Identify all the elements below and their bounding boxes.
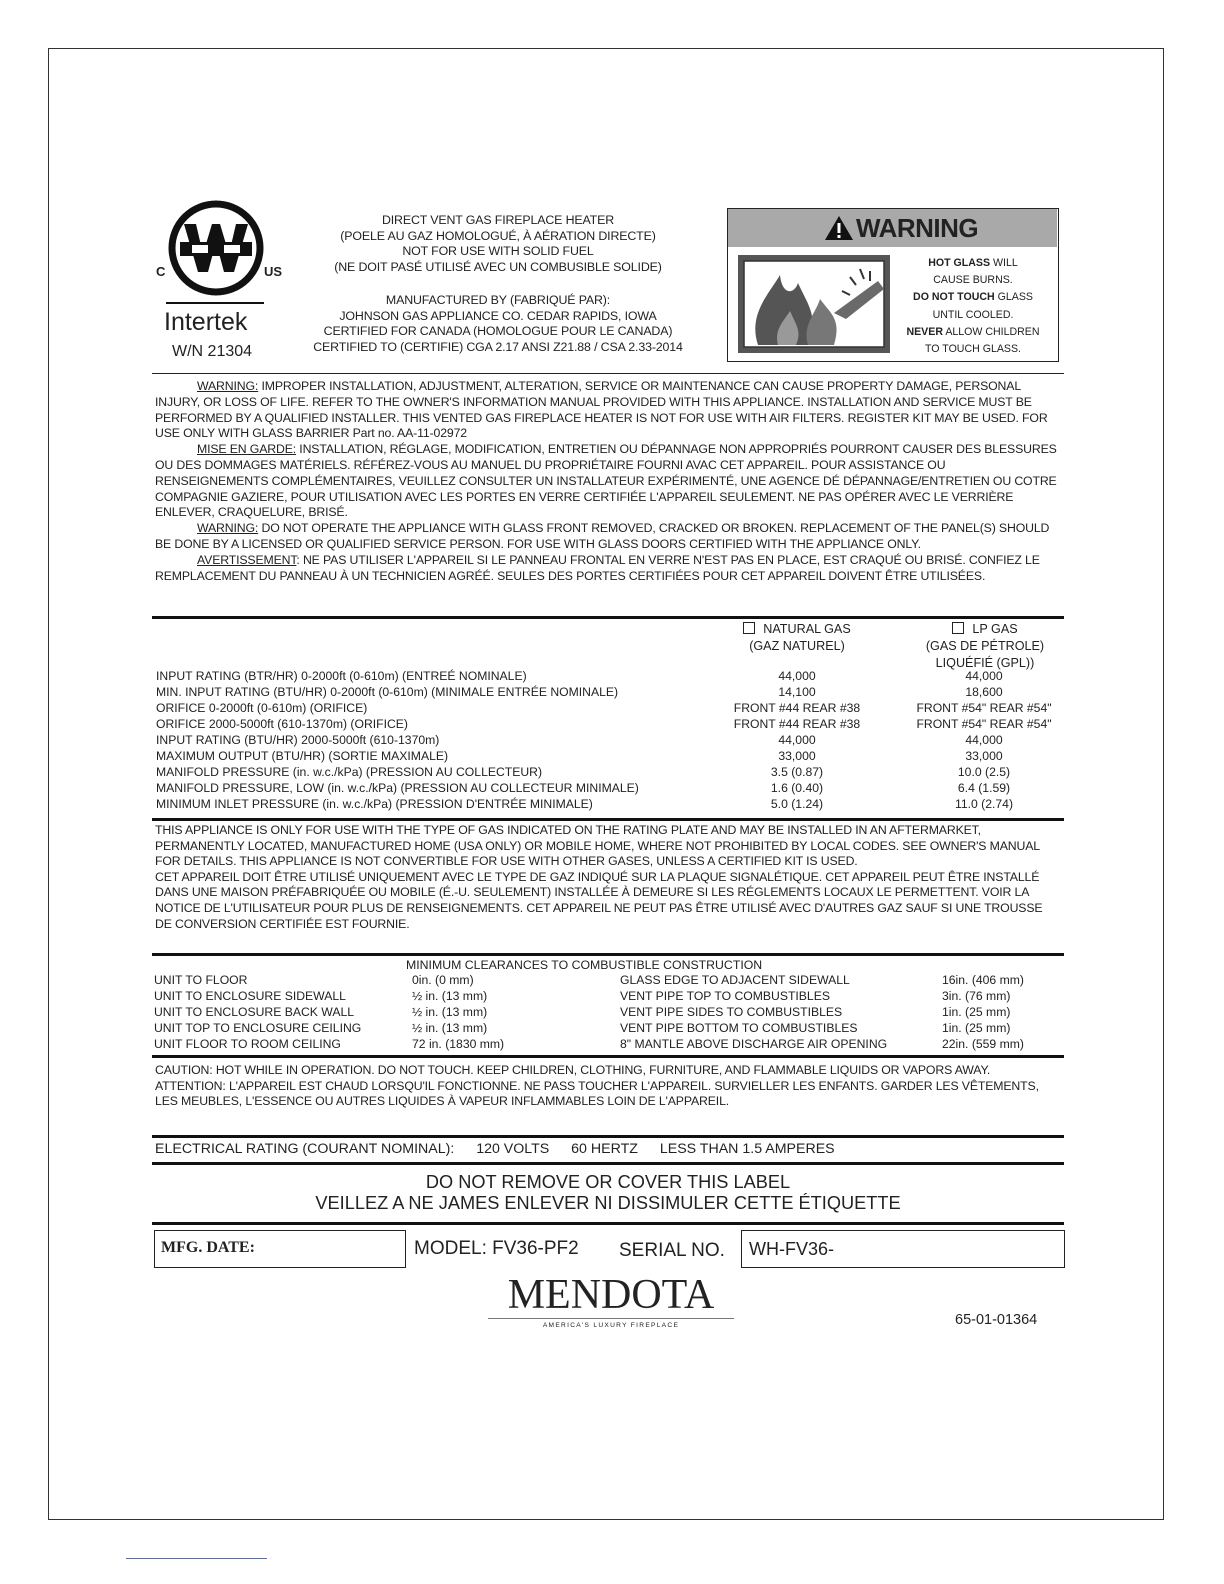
warning-line: UNTIL COOLED.: [932, 308, 1014, 321]
serial-label: SERIAL NO.: [619, 1240, 725, 1261]
lp-gas-value: FRONT #54" REAR #54": [916, 717, 1052, 731]
warning-body: IMPROPER INSTALLATION, ADJUSTMENT, ALTERATION, SERVICE OR MAINTENANCE CAN CAUSE PROPERTY DAMAGE, PERSONAL INJURY, OR LOSS OF LIFE. REFER TO THE OWNER'S INFORMATION MANUAL PROVIDED WITH THIS APPLIANCE. INSTALLATION AND SERVICE MUST BE PERFORMED BY A QUALIFIED INSTALLER. THIS VENTED GAS FIREPLACE HEATER IS NOT FOR USE WITH AIR FILTERS. REGISTER KIT MAY BE USED. FOR USE ONLY WITH GLASS BARRIER Part no. AA-11-02972: [155, 379, 1048, 441]
manufacturer-info: [278, 293, 718, 355]
electrical-rating: [155, 1141, 835, 1157]
desc-line: NOT FOR USE WITH SOLID FUEL: [402, 244, 594, 259]
warning-header: [728, 209, 1057, 247]
label-notice: [152, 1172, 1064, 1214]
natural-gas-value: 44,000: [778, 669, 816, 683]
glass-warning-paragraph: [155, 521, 1061, 553]
gas-notice-fr: CET APPAREIL DOIT ÊTRE UTILISÉ UNIQUEMENT AVEC LE TYPE DE GAZ INDIQUÉ SUR LA PLAQUE SIGNALÉTIQUE. CET APPAREIL PEUT ÊTRE INSTALLÉ DANS UNE MAISON PRÉFABRIQUÉE OU MOBILE (É.-U. SEULEMENT) INSTALLÉE À DEMEURE SI LES RÉGLEMENTS LOCAUX LE PERMETTENT. VOIR LA NOTICE DE L'UTILISATEUR POUR PLUS DE RENSEIGNEMENTS. CET APPAREIL NE PEUT PAS ÊTRE UTILISÉ AVEC D'AUTRES GAZ SAUF SI UNE TROUSSE DE CONVERSION CERTIFIÉE EST FOURNIE.: [155, 869, 1043, 931]
intertek-brand: Intertek: [164, 308, 248, 336]
c-mark: C: [156, 264, 166, 279]
never-bold: NEVER: [906, 325, 943, 338]
mfg-line: JOHNSON GAS APPLIANCE CO. CEDAR RAPIDS, IOWA: [339, 308, 657, 323]
model-number: MODEL: FV36-PF2: [414, 1238, 579, 1259]
lp-gas-label: LP GAS: [972, 622, 1018, 636]
clearances-title: MINIMUM CLEARANCES TO COMBUSTIBLE CONSTRUCTION: [406, 958, 763, 972]
rating-label: MINIMUM INLET PRESSURE (in. w.c./kPa) (PRESSION D'ENTRÉE MINIMALE): [156, 797, 593, 811]
clearance-value: 16in. (406 mm): [942, 973, 1024, 987]
warning-line: WILL: [990, 257, 1018, 269]
rating-label: ORIFICE 2000-5000ft (610-1370m) (ORIFICE): [156, 717, 408, 731]
mise-en-garde-paragraph: [155, 442, 1061, 521]
lp-gas-value: 6.4 (1.59): [957, 781, 1011, 795]
wh-certification-mark-icon: [156, 198, 296, 308]
natural-gas-value: 1.6 (0.40): [770, 781, 824, 795]
mfg-date-field[interactable]: [154, 1230, 406, 1268]
desc-line: (NE DOIT PASÉ UTILISÉ AVEC UN COMBUSIBLE SOLIDE): [334, 259, 662, 274]
mendota-tagline: AMERICA'S LUXURY FIREPLACE: [542, 1322, 680, 1329]
lp-gas-value: 33,000: [965, 749, 1003, 763]
do-not-touch-bold: DO NOT TOUCH: [913, 291, 995, 304]
clearance-label: VENT PIPE SIDES TO COMBUSTIBLES: [620, 1005, 843, 1019]
clearance-label: UNIT TO FLOOR: [154, 973, 248, 987]
clearance-label: VENT PIPE BOTTOM TO COMBUSTIBLES: [620, 1021, 858, 1035]
divider: [152, 373, 1064, 374]
natural-gas-value: 14,100: [778, 685, 816, 699]
mfg-line: MANUFACTURED BY (FABRIQUÉ PAR):: [385, 293, 611, 307]
divider: [152, 818, 1064, 821]
avertissement-paragraph: [155, 553, 1061, 585]
clearance-value: 0in. (0 mm): [412, 973, 474, 987]
divider: [152, 616, 1064, 619]
divider: [152, 1055, 1064, 1058]
caution-fr: ATTENTION: L'APPAREIL EST CHAUD LORSQU'IL FONCTIONNE. NE PASS TOUCHER L'APPAREIL. SURVIELLER LES ENFANTS. GARDER LES VÊTEMENTS, LES MEUBLES, L'ESSENCE OU AUTRES LIQUIDES À VAPEUR INFLAMMABLES LOIN DE L'APPAREIL.: [155, 1078, 1039, 1109]
label-notice-fr: VEILLEZ A NE JAMES ENLEVER NI DISSIMULER CETTE ÉTIQUETTE: [315, 1193, 901, 1213]
mise-en-garde-body: INSTALLATION, RÉGLAGE, MODIFICATION, ENTRETIEN OU DÉPANNAGE NON APPROPRIÉS POURRONT CAUSER DES BLESSURES OU DES DOMMAGES MATÉRIELS. RÉFÉREZ-VOUS AU MANUEL DU PROPRIÉTAIRE FOURNI AVAC CET APPAREIL. POUR ASSISTANCE OU RENSEIGNEMENTS COMPLÉMENTAIRES, VEUILLEZ CONSULTER UN INSTALLATEUR EXPÉRIMENTÉ, UNE AGENCE DÉ DÉPANNAGE/ENTRETIEN OU COTRE COMPAGNIE GAZIERE, POUR UTILISATION AVEC LES PORTES EN VERRE CERTIFIÉE L'APPAREIL SEULEMENT. NE PAS OPÉRER AVEC LE VERRIÈRE ENLEVER, CRAQUELURE, BRISÉ.: [155, 442, 1057, 520]
clearance-value: 1in. (25 mm): [942, 1005, 1011, 1019]
lp-gas-value: 11.0 (2.74): [954, 797, 1014, 811]
mendota-logo: [486, 1272, 736, 1329]
divider: [152, 1135, 1064, 1138]
natural-gas-label: NATURAL GAS: [763, 622, 851, 636]
hot-glass-image: [738, 255, 890, 353]
label-part-number: 65-01-01364: [955, 1312, 1038, 1328]
divider: [152, 1162, 1064, 1165]
lp-gas-header: [900, 621, 1070, 672]
clearance-value: ½ in. (13 mm): [412, 1005, 488, 1019]
clearance-value: 3in. (76 mm): [942, 989, 1011, 1003]
warning-heading: WARNING:: [197, 521, 259, 536]
rating-label: INPUT RATING (BTR/HR) 0-2000ft (0-610m) (ENTREÉ NOMINALE): [156, 669, 527, 683]
warning-line: ALLOW CHILDREN: [942, 325, 1040, 338]
rating-label: MANIFOLD PRESSURE, LOW (in. w.c./kPa) (PRESSION AU COLLECTEUR MINIMALE): [156, 781, 639, 795]
lp-gas-checkbox[interactable]: [952, 622, 964, 634]
us-mark: US: [264, 264, 283, 279]
warning-body: DO NOT OPERATE THE APPLIANCE WITH GLASS FRONT REMOVED, CRACKED OR BROKEN. REPLACEMENT OF THE PANEL(S) SHOULD BE DONE BY A LICENSED OR QUALIFIED SERVICE PERSON. FOR USE WITH GLASS DOORS CERTIFIED WITH THE APPLIANCE ONLY.: [155, 521, 1050, 551]
natural-gas-value: 44,000: [778, 733, 816, 747]
lp-gas-value: 10.0 (2.5): [957, 765, 1011, 779]
clearance-label: UNIT TO ENCLOSURE BACK WALL: [154, 1005, 355, 1019]
warning-line: CAUSE BURNS.: [933, 274, 1013, 287]
warning-triangle-icon: [824, 215, 854, 241]
warning-heading: WARNING:: [197, 379, 259, 393]
warnings-section: [155, 379, 1061, 584]
caution-notice: [155, 1063, 1061, 1110]
clearance-label: GLASS EDGE TO ADJACENT SIDEWALL: [620, 973, 850, 987]
warning-line: TO TOUCH GLASS.: [925, 343, 1021, 356]
rating-label: INPUT RATING (BTU/HR) 2000-5000ft (610-1370m): [156, 733, 440, 747]
natural-gas-checkbox[interactable]: [743, 622, 755, 634]
lp-gas-value: FRONT #54" REAR #54": [916, 701, 1052, 715]
lp-gas-value: 44,000: [965, 669, 1003, 683]
hot-glass-warning-box: [727, 208, 1059, 362]
desc-line: DIRECT VENT GAS FIREPLACE HEATER: [381, 213, 615, 227]
caution-en: CAUTION: HOT WHILE IN OPERATION. DO NOT TOUCH. KEEP CHILDREN, CLOTHING, FURNITURE, AND FLAMMABLE LIQUIDS OR VAPORS AWAY.: [155, 1063, 991, 1077]
serial-value: WH-FV36-: [749, 1239, 834, 1259]
clearance-value: 22in. (559 mm): [942, 1037, 1024, 1051]
natural-gas-value: FRONT #44 REAR #38: [733, 701, 861, 715]
clearance-label: UNIT TOP TO ENCLOSURE CEILING: [154, 1021, 362, 1035]
product-description: [296, 213, 700, 275]
natural-gas-value: 3.5 (0.87): [770, 765, 824, 779]
rating-label: MIN. INPUT RATING (BTU/HR) 0-2000ft (0-610m) (MINIMALE ENTRÉE NOMINALE): [156, 685, 619, 699]
mendota-wordmark: MENDOTA: [507, 1272, 715, 1318]
flame-hand-icon: [738, 255, 890, 353]
label-notice-en: DO NOT REMOVE OR COVER THIS LABEL: [425, 1172, 791, 1192]
desc-line: (POELE AU GAZ HOMOLOGUÉ, À AÉRATION DIRECTE): [340, 228, 656, 243]
lp-gas-value: 44,000: [965, 733, 1003, 747]
electrical-hertz: 60 HERTZ: [571, 1141, 638, 1157]
warning-line: GLASS: [994, 291, 1033, 304]
natural-gas-value: 5.0 (1.24): [770, 797, 824, 811]
electrical-volts: 120 VOLTS: [476, 1141, 550, 1157]
avertissement-heading: AVERTISSEMENT: [197, 552, 297, 567]
mfg-date-label: MFG. DATE:: [161, 1239, 255, 1256]
electrical-label: ELECTRICAL RATING (COURANT NOMINAL):: [155, 1141, 455, 1157]
divider: [152, 1222, 1064, 1225]
mise-en-garde-heading: MISE EN GARDE:: [197, 442, 297, 457]
wn-number: W/N 21304: [172, 343, 253, 360]
clearance-label: UNIT TO ENCLOSURE SIDEWALL: [154, 989, 346, 1003]
natural-gas-value: FRONT #44 REAR #38: [733, 717, 861, 731]
warning-title: WARNING: [856, 213, 979, 243]
divider: [152, 953, 1064, 956]
gas-notice-en: THIS APPLIANCE IS ONLY FOR USE WITH THE TYPE OF GAS INDICATED ON THE RATING PLATE AND MAY BE INSTALLED IN AN AFTERMARKET, PERMANENTLY LOCATED, MANUFACTURED HOME (USA ONLY) OR MOBILE HOME, WHERE NOT PROHIBITED BY LOCAL CODES. SEE OWNER'S MANUAL FOR DETAILS. THIS APPLIANCE IS NOT CONVERTIBLE FOR USE WITH OTHER GASES, UNLESS A CERTIFIED KIT IS USED.: [155, 823, 1040, 869]
hot-glass-bold: HOT GLASS: [928, 257, 991, 269]
rating-label: MAXIMUM OUTPUT (BTU/HR) (SORTIE MAXIMALE): [156, 749, 449, 763]
warning-text: [888, 255, 1058, 358]
page-link-underline[interactable]: [126, 1558, 267, 1559]
clearance-value: 72 in. (1830 mm): [412, 1037, 505, 1051]
lp-gas-label-fr: (GAS DE PÉTROLE): [925, 639, 1045, 653]
mfg-line: CERTIFIED FOR CANADA (HOMOLOGUE POUR LE CANADA): [323, 324, 673, 339]
natural-gas-header: [712, 621, 882, 655]
natural-gas-value: 33,000: [778, 749, 816, 763]
clearance-label: VENT PIPE TOP TO COMBUSTIBLES: [620, 989, 830, 1003]
clearance-value: ½ in. (13 mm): [412, 1021, 488, 1035]
natural-gas-label-fr: (GAZ NATUREL): [749, 639, 845, 653]
avertissement-body: : NE PAS UTILISER L'APPAREIL SI LE PANNEAU FRONTAL EN VERRE N'EST PAS EN PLACE, EST CRAQUÉ OU BRISÉ. CONFIEZ LE REMPLACEMENT DU PANNEAU À UN TECHNICIEN AGRÉÉ. SEULES DES PORTES CERTIFIÉES POUR CET APPAREIL DOIVENT ÊTRE UTILISÉES.: [155, 552, 1040, 583]
serial-number-field[interactable]: [741, 1230, 1065, 1268]
clearance-value: ½ in. (13 mm): [412, 989, 488, 1003]
lp-gas-value: 18,600: [965, 685, 1003, 699]
electrical-amps: LESS THAN 1.5 AMPERES: [659, 1141, 835, 1157]
warning-paragraph-en: [155, 379, 1061, 442]
clearance-label: 8" MANTLE ABOVE DISCHARGE AIR OPENING: [620, 1037, 888, 1051]
rating-label: MANIFOLD PRESSURE (in. w.c./kPa) (PRESSION AU COLLECTEUR): [156, 765, 543, 779]
clearance-value: 1in. (25 mm): [942, 1021, 1011, 1035]
gas-type-notice: [155, 823, 1061, 932]
intertek-logo: [156, 198, 296, 368]
clearance-label: UNIT FLOOR TO ROOM CEILING: [154, 1037, 341, 1051]
mfg-line: CERTIFIED TO (CERTIFIE) CGA 2.17 ANSI Z21.88 / CSA 2.33-2014: [313, 339, 683, 354]
rating-label: ORIFICE 0-2000ft (0-610m) (ORIFICE): [156, 701, 368, 715]
lp-gas-label-fr2: LIQUÉFIÉ (GPL)): [935, 656, 1035, 670]
